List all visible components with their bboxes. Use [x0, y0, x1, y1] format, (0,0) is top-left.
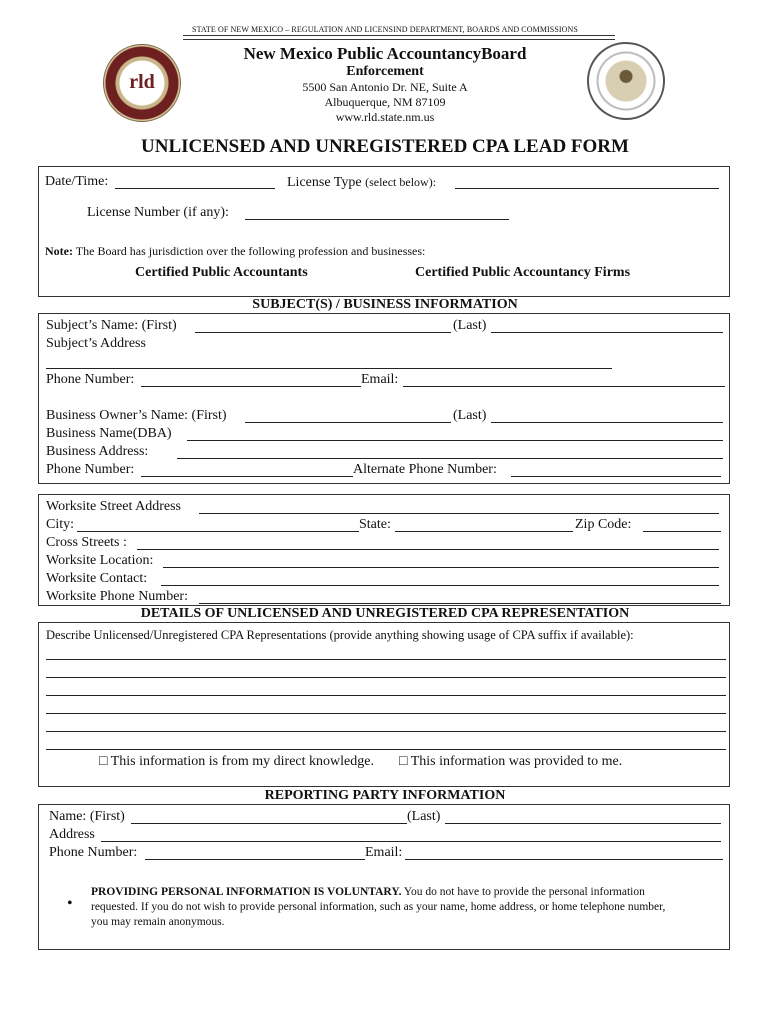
details-section-heading: DETAILS OF UNLICENSED AND UNREGISTERED CPA REPRESENTATION	[140, 606, 630, 621]
datetime-label: Date/Time:	[45, 174, 109, 189]
license-type-label-text: License Type	[287, 175, 362, 190]
reporter-phone-field[interactable]	[145, 859, 365, 860]
reporter-email-label: Email:	[365, 845, 403, 860]
worksite-phone-field[interactable]	[199, 603, 721, 604]
reporter-phone-label: Phone Number:	[49, 845, 138, 860]
header-divider	[183, 35, 615, 40]
cross-streets-label: Cross Streets :	[46, 535, 127, 550]
provided-to-me-label: This information was provided to me.	[410, 754, 623, 769]
checkbox-icon[interactable]: □	[99, 754, 108, 769]
reporter-email-field[interactable]	[405, 859, 723, 860]
description-line-6[interactable]	[46, 749, 726, 750]
provided-to-me-checkbox[interactable]	[399, 753, 622, 771]
board-name: New Mexico Public AccountancyBoard	[243, 44, 527, 63]
license-info-box	[38, 166, 730, 297]
reporter-address-field[interactable]	[101, 841, 721, 842]
license-number-field[interactable]	[245, 219, 509, 220]
zip-field[interactable]	[643, 531, 721, 532]
voluntary-bullet: •	[67, 895, 73, 912]
subject-section-box	[38, 313, 730, 484]
subject-first-name-field[interactable]	[195, 332, 451, 333]
alt-phone-field[interactable]	[511, 476, 721, 477]
cross-streets-field[interactable]	[137, 549, 719, 550]
rld-logo-text: rld	[129, 71, 155, 93]
voluntary-notice-bold: PROVIDING PERSONAL INFORMATION IS VOLUNTARY.	[91, 886, 402, 898]
description-line-3[interactable]	[46, 695, 726, 696]
reporting-section-heading: REPORTING PARTY INFORMATION	[264, 788, 506, 803]
description-line-1[interactable]	[46, 659, 726, 660]
business-address-label: Business Address:	[46, 444, 149, 459]
option-cpa-firms[interactable]: Certified Public Accountancy Firms	[415, 265, 631, 280]
subject-address-field[interactable]	[46, 368, 612, 369]
state-label: State:	[359, 517, 391, 532]
state-department-line: STATE OF NEW MEXICO – REGULATION AND LICENSIND DEPARTMENT, BOARDS AND COMMISSIONS	[192, 25, 578, 34]
subject-last-name-field[interactable]	[491, 332, 723, 333]
division-name: Enforcement	[346, 64, 424, 79]
subject-section-heading: SUBJECT(S) / BUSINESS INFORMATION	[252, 297, 518, 312]
worksite-phone-label: Worksite Phone Number:	[46, 589, 188, 604]
subject-phone-label: Phone Number:	[46, 372, 135, 387]
subject-name-label: Subject’s Name: (First)	[46, 318, 177, 333]
owner-name-label: Business Owner’s Name: (First)	[46, 408, 227, 423]
subject-address-label: Subject’s Address	[46, 336, 146, 351]
reporter-last-label: (Last)	[407, 809, 441, 824]
worksite-street-label: Worksite Street Address	[46, 499, 181, 514]
reporter-last-name-field[interactable]	[445, 823, 721, 824]
city-label: City:	[46, 517, 75, 532]
note-text: The Board has jurisdiction over the following profession and businesses:	[75, 244, 426, 258]
worksite-contact-field[interactable]	[161, 585, 719, 586]
describe-label: Describe Unlicensed/Unregistered CPA Representations (provide anything showing usage of CPA suffix if available):	[46, 628, 634, 642]
worksite-contact-label: Worksite Contact:	[46, 571, 148, 586]
reporter-name-label: Name: (First)	[49, 809, 125, 824]
owner-last-label: (Last)	[453, 408, 487, 423]
business-phone-label: Phone Number:	[46, 462, 135, 477]
option-cpa[interactable]: Certified Public Accountants	[135, 265, 308, 280]
city-field[interactable]	[77, 531, 359, 532]
license-type-label	[287, 173, 436, 192]
reporter-address-label: Address	[49, 827, 95, 842]
business-phone-field[interactable]	[141, 476, 353, 477]
owner-first-name-field[interactable]	[245, 422, 451, 423]
voluntary-notice	[91, 885, 727, 930]
license-type-field[interactable]	[455, 188, 719, 189]
form-title: UNLICENSED AND UNREGISTERED CPA LEAD FORM	[141, 136, 629, 157]
alt-phone-label: Alternate Phone Number:	[353, 462, 497, 477]
worksite-location-label: Worksite Location:	[46, 553, 154, 568]
voluntary-notice-text-3: you may remain anonymous.	[91, 916, 225, 928]
note-bold: Note:	[45, 244, 73, 258]
worksite-street-field[interactable]	[199, 513, 719, 514]
state-field[interactable]	[395, 531, 573, 532]
website[interactable]: www.rld.state.nm.us	[335, 110, 435, 124]
checkbox-icon[interactable]: □	[399, 754, 408, 769]
voluntary-notice-text-1: You do not have to provide the personal information	[403, 886, 645, 898]
address-line-1: 5500 San Antonio Dr. NE, Suite A	[302, 80, 468, 94]
note	[45, 242, 425, 260]
subject-last-label: (Last)	[453, 318, 487, 333]
zip-label: Zip Code:	[575, 517, 632, 532]
subject-email-field[interactable]	[403, 386, 725, 387]
direct-knowledge-checkbox[interactable]	[99, 753, 374, 771]
description-line-4[interactable]	[46, 713, 726, 714]
worksite-location-field[interactable]	[163, 567, 719, 568]
datetime-field[interactable]	[115, 188, 275, 189]
subject-phone-field[interactable]	[141, 386, 361, 387]
voluntary-notice-text-2: requested. If you do not wish to provide personal information, such as your name, home address, or home telephone number,	[91, 901, 666, 913]
reporter-first-name-field[interactable]	[131, 823, 407, 824]
license-type-hint: (select below):	[365, 175, 437, 189]
owner-last-name-field[interactable]	[491, 422, 723, 423]
reporting-section-box	[38, 804, 730, 950]
license-number-label: License Number (if any):	[87, 205, 229, 220]
description-line-5[interactable]	[46, 731, 726, 732]
description-line-2[interactable]	[46, 677, 726, 678]
address-line-2: Albuquerque, NM 87109	[324, 95, 446, 109]
business-name-label: Business Name(DBA)	[46, 426, 172, 441]
business-name-field[interactable]	[187, 440, 723, 441]
direct-knowledge-label: This information is from my direct knowledge.	[110, 754, 374, 769]
worksite-section-box	[38, 494, 730, 606]
business-address-field[interactable]	[177, 458, 723, 459]
details-section-box	[38, 622, 730, 787]
subject-email-label: Email:	[361, 372, 399, 387]
